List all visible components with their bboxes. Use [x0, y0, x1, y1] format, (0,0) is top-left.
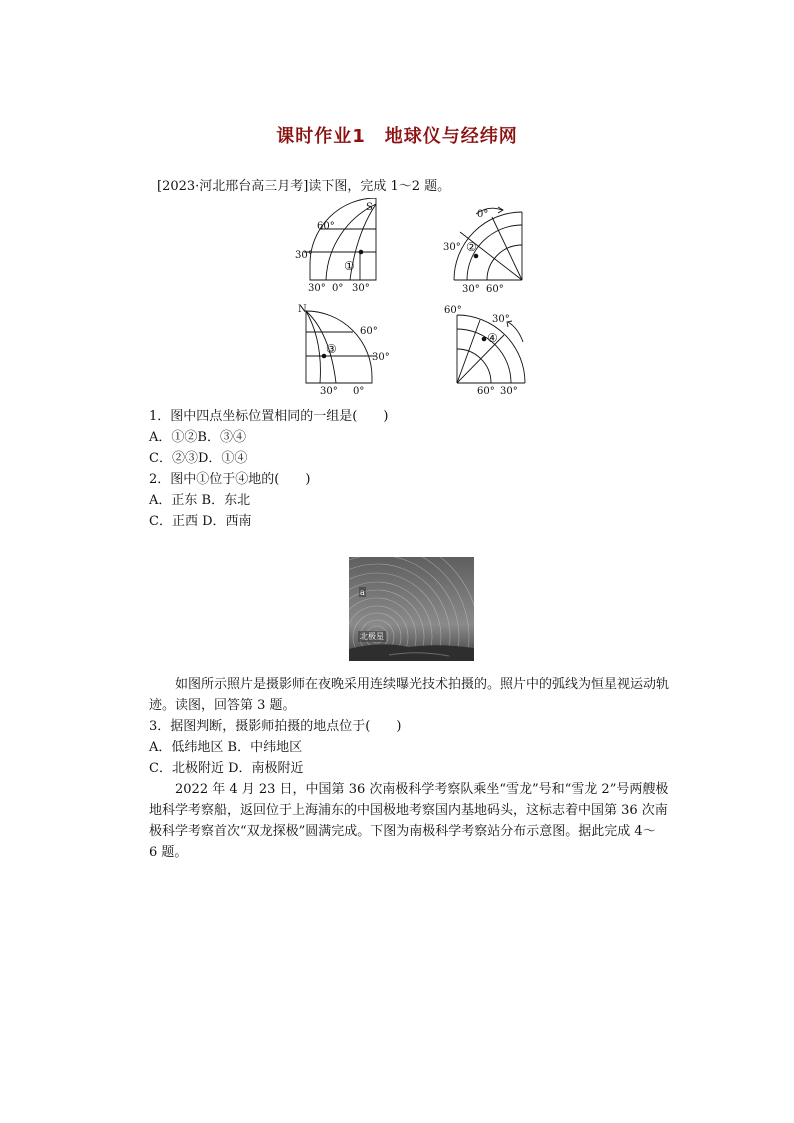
question-2-stem: 2．图中①位于④地的( ) — [149, 472, 311, 487]
passage-4-line-2: 地科学考察船，返回位于上海浦东的中国极地考察国内基地码头，这标志着中国第 36 次南 — [149, 803, 668, 818]
question-1-options-ab: A．①②B．③④ — [149, 430, 246, 445]
passage-3-line-1: 如图所示照片是摄影师在夜晚采用连续曝光技术拍摄的。照片中的弧线为恒星视运动轨 — [175, 677, 670, 692]
photo-label-a: a — [360, 588, 365, 597]
question-2-options-ab: A．正东 B．东北 — [149, 493, 251, 508]
passage-4-line-4: 6 题。 — [149, 845, 188, 860]
diagram-4 — [440, 300, 540, 400]
lon-label: 30° — [352, 283, 370, 294]
lat-label: 30° — [372, 352, 390, 363]
photo-label-polaris: 北极星 — [360, 632, 384, 641]
question-1-options-cd: C．②③D．①④ — [149, 451, 248, 466]
lat-label: 60° — [317, 221, 335, 232]
question-1-stem: 1．图中四点坐标位置相同的一组是( ) — [149, 409, 389, 424]
lat-label: 30° — [443, 242, 461, 253]
question-3-options-cd: C．北极附近 D．南极附近 — [149, 761, 304, 776]
lon-label: 0° — [332, 283, 344, 294]
lat-label: 60° — [486, 284, 504, 295]
page-title: 课时作业1 地球仪与经纬网 — [276, 126, 518, 147]
point-marker — [482, 337, 487, 342]
point-label: ① — [344, 259, 355, 273]
question-3-options-ab: A．低纬地区 B．中纬地区 — [149, 740, 303, 755]
pole-label: N — [298, 304, 307, 315]
passage-4-line-3: 极科学考察首次“双龙探极”圆满完成。下图为南极科学考察站分布示意图。据此完成 4～ — [149, 824, 656, 839]
point-marker — [359, 250, 364, 255]
star-trail-photo — [349, 557, 474, 661]
lat-label: 30° — [462, 284, 480, 295]
question-3-stem: 3．据图判断，摄影师拍摄的地点位于( ) — [149, 719, 402, 734]
pole-label: S — [366, 202, 373, 213]
lat-label: 60° — [360, 326, 378, 337]
lat-label: 60° — [444, 305, 462, 316]
diagram-1 — [290, 198, 390, 294]
lon-label: 30° — [308, 283, 326, 294]
diagram-2 — [440, 200, 540, 296]
point-label: ② — [466, 240, 477, 254]
lon-label: 0° — [477, 209, 489, 220]
point-marker — [474, 254, 479, 259]
lon-label: 30° — [492, 314, 510, 325]
diagram-3 — [290, 303, 390, 399]
lon-label: 0° — [353, 386, 365, 397]
intro-line: [2023·河北邢台高三月考]读下图，完成 1～2 题。 — [157, 179, 451, 194]
lat-label: 30° — [500, 386, 518, 397]
passage-3-line-2: 迹。读图，回答第 3 题。 — [149, 698, 296, 713]
lon-label: 30° — [320, 386, 338, 397]
lat-label: 60° — [477, 386, 495, 397]
lat-label: 30° — [295, 250, 313, 261]
question-2-options-cd: C．正西 D．西南 — [149, 514, 252, 529]
point-label: ④ — [487, 331, 498, 345]
point-label: ③ — [326, 342, 337, 356]
passage-4-line-1: 2022 年 4 月 23 日，中国第 36 次南极科学考察队乘坐“雪龙”号和“雪龙 2”号两艘极 — [175, 782, 669, 797]
